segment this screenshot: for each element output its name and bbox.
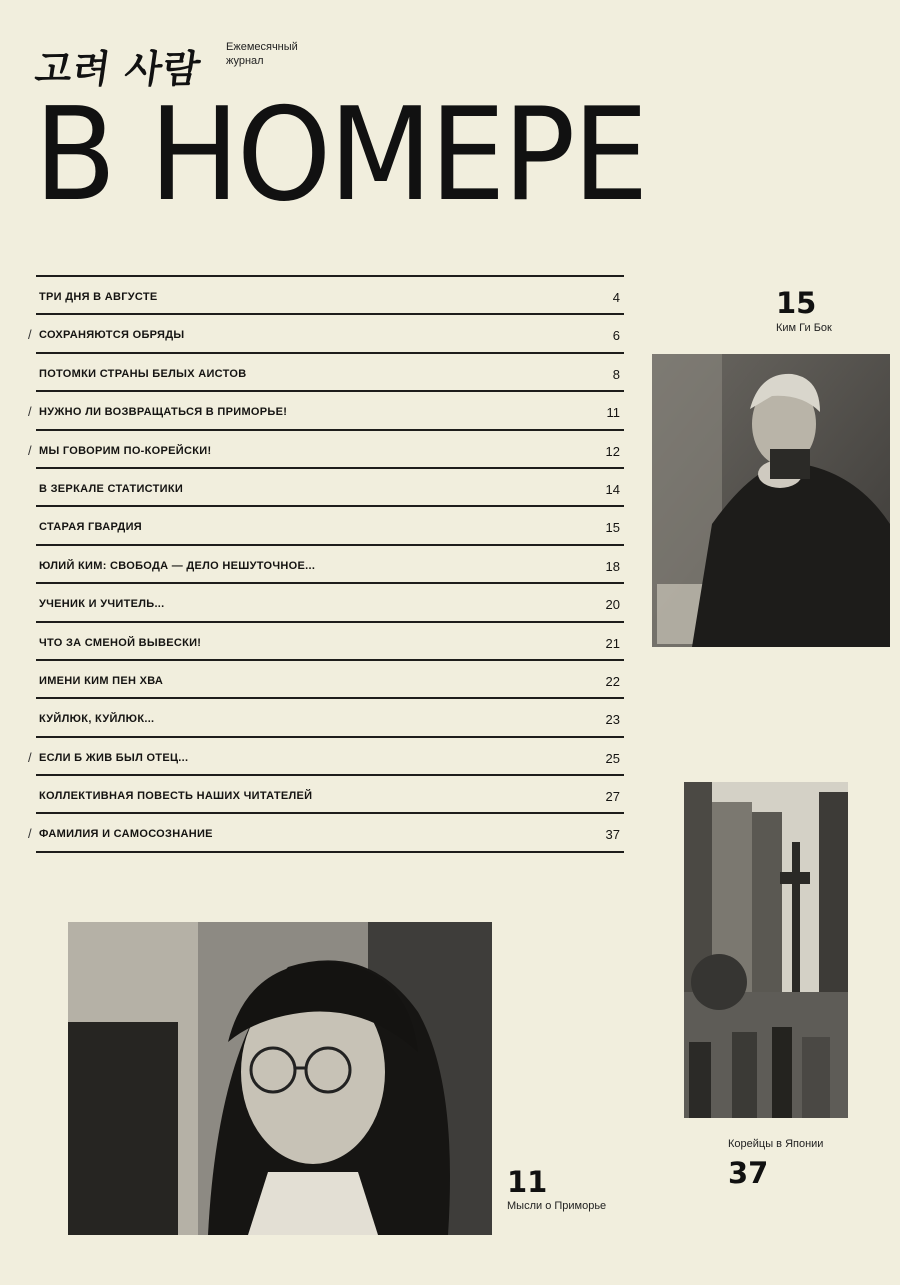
photo-japan-street — [684, 782, 848, 1118]
toc-row-title: ЧТО ЗА СМЕНОЙ ВЫВЕСКИ! — [39, 636, 202, 649]
toc-row-mark: / — [28, 327, 32, 343]
toc-row-page-number: 8 — [612, 366, 620, 382]
toc-row-page-number: 14 — [605, 481, 620, 497]
photo-elderly-man — [652, 354, 890, 647]
toc-row — [36, 354, 624, 392]
toc-row — [36, 623, 624, 661]
caption-text-top-right: Ким Ги Бок — [776, 322, 832, 334]
toc-row — [36, 546, 624, 584]
toc-row-title: КОЛЛЕКТИВНАЯ ПОВЕСТЬ НАШИХ ЧИТАТЕЛЕЙ — [39, 790, 313, 803]
table-of-contents — [28, 275, 624, 853]
toc-row — [28, 814, 624, 852]
caption-text-bottom-right: Корейцы в Японии — [728, 1138, 824, 1150]
toc-row — [28, 738, 624, 776]
toc-row-title: ЮЛИЙ КИМ: СВОБОДА — ДЕЛО НЕШУТОЧНОЕ... — [39, 559, 316, 572]
toc-row-page-number: 12 — [605, 443, 620, 459]
page-title: В НОМЕРЕ — [34, 81, 646, 230]
caption-number-bottom-right: 37 — [728, 1156, 769, 1190]
toc-row-page-number: 11 — [606, 405, 620, 421]
toc-row-title: ЕСЛИ Б ЖИВ БЫЛ ОТЕЦ... — [39, 751, 189, 764]
toc-row-page-number: 23 — [605, 712, 620, 728]
caption-number-top-right: 15 — [776, 286, 817, 320]
toc-row — [36, 469, 624, 507]
toc-row-title: КУЙЛЮК, КУЙЛЮК... — [39, 713, 155, 726]
toc-row — [36, 699, 624, 737]
toc-row-page-number: 21 — [605, 635, 620, 651]
toc-row — [36, 507, 624, 545]
toc-row-title: СТАРАЯ ГВАРДИЯ — [39, 521, 142, 534]
toc-row — [36, 584, 624, 622]
toc-row-page-number: 25 — [605, 750, 620, 766]
photo-japan-street-image — [684, 782, 848, 1118]
magazine-subtitle — [226, 40, 298, 68]
toc-row-mark: / — [28, 826, 32, 842]
toc-row-page-number: 27 — [605, 789, 620, 805]
toc-list — [28, 277, 624, 853]
toc-row — [28, 431, 624, 469]
toc-row — [28, 392, 624, 430]
toc-row-title: ПОТОМКИ СТРАНЫ БЕЛЫХ АИСТОВ — [39, 367, 247, 380]
photo-young-woman — [68, 922, 492, 1235]
toc-row-page-number: 37 — [605, 827, 620, 843]
toc-row-title: МЫ ГОВОРИМ ПО-КОРЕЙСКИ! — [39, 444, 212, 457]
toc-row-page-number: 6 — [612, 328, 620, 344]
toc-row-mark: / — [28, 404, 32, 420]
caption-text-bottom-left: Мысли о Приморье — [507, 1200, 607, 1212]
magazine-logo: 고려 사람 — [32, 47, 204, 91]
toc-row-page-number: 20 — [605, 597, 620, 613]
toc-row-title: ИМЕНИ КИМ ПЕН ХВА — [39, 674, 164, 687]
toc-row-title: ФАМИЛИЯ И САМОСОЗНАНИЕ — [39, 828, 213, 841]
toc-row-title: В ЗЕРКАЛЕ СТАТИСТИКИ — [39, 482, 184, 495]
toc-row — [36, 776, 624, 814]
toc-row-title: ТРИ ДНЯ В АВГУСТЕ — [39, 291, 158, 303]
toc-row-page-number: 4 — [612, 290, 620, 305]
toc-row — [36, 661, 624, 699]
subtitle-line-1: Ежемесячный — [226, 41, 298, 53]
toc-row — [28, 315, 624, 353]
toc-row-title: НУЖНО ЛИ ВОЗВРАЩАТЬСЯ В ПРИМОРЬЕ! — [39, 406, 288, 419]
toc-row — [36, 277, 624, 315]
toc-row-mark: / — [28, 442, 32, 458]
toc-row-page-number: 15 — [605, 520, 620, 536]
toc-row-title: УЧЕНИК И УЧИТЕЛЬ... — [39, 598, 165, 611]
caption-number-bottom-left: 11 — [507, 1165, 548, 1199]
toc-row-page-number: 22 — [605, 673, 620, 689]
toc-row-mark: / — [28, 749, 32, 765]
photo-elderly-man-image — [652, 354, 890, 647]
toc-row-page-number: 18 — [605, 558, 620, 574]
toc-row-title: СОХРАНЯЮТСЯ ОБРЯДЫ — [39, 329, 185, 342]
subtitle-line-2: журнал — [226, 55, 264, 67]
photo-young-woman-image — [68, 922, 492, 1235]
